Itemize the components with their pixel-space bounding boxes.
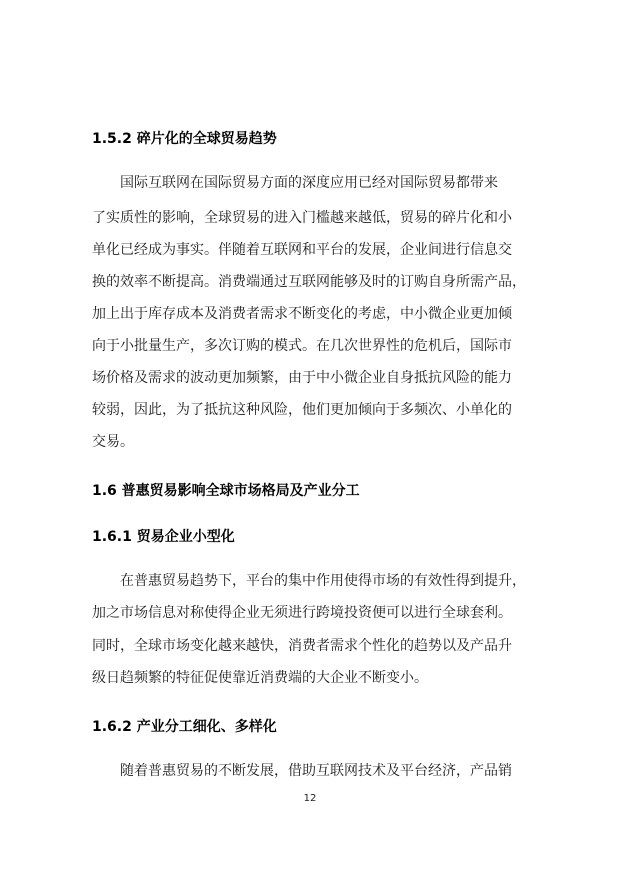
paragraph-line: 国际互联网在国际贸易方面的深度应用已经对国际贸易都带来 <box>120 175 498 191</box>
paragraph-line: 交易。 <box>92 434 134 450</box>
paragraph-line: 了实质性的影响，全球贸易的进入门槛越来越低，贸易的碎片化和小 <box>92 210 512 226</box>
paragraph-line: 同时，全球市场变化越来越快，消费者需求个性化的趋势以及产品升 <box>92 638 512 654</box>
page-number: 12 <box>303 793 317 804</box>
section-heading-1-6-2: 1.6.2 产业分工细化、多样化 <box>92 719 277 735</box>
paragraph-line: 场价格及需求的波动更加频繁，由于中小微企业自身抵抗风险的能力 <box>92 370 512 386</box>
section-heading-1-6: 1.6 普惠贸易影响全球市场格局及产业分工 <box>92 483 360 499</box>
section-heading-1-6-1: 1.6.1 贸易企业小型化 <box>92 529 235 545</box>
paragraph-line: 较弱，因此，为了抵抗这种风险，他们更加倾向于多频次、小单化的 <box>92 402 512 418</box>
section-heading-1-5-2: 1.5.2 碎片化的全球贸易趋势 <box>92 131 277 147</box>
paragraph-line: 向于小批量生产，多次订购的模式。在几次世界性的危机后，国际市 <box>92 338 512 354</box>
paragraph-line: 级日趋频繁的特征促使靠近消费端的大企业不断变小。 <box>92 670 428 686</box>
paragraph-line: 随着普惠贸易的不断发展，借助互联网技术及平台经济，产品销 <box>120 763 512 779</box>
paragraph-line: 在普惠贸易趋势下，平台的集中作用使得市场的有效性得到提升， <box>120 573 526 589</box>
paragraph-line: 单化已经成为事实。伴随着互联网和平台的发展，企业间进行信息交 <box>92 242 512 258</box>
paragraph-line: 加上出于库存成本及消费者需求不断变化的考虑，中小微企业更加倾 <box>92 306 512 322</box>
paragraph-line: 换的效率不断提高。消费端通过互联网能够及时的订购自身所需产品， <box>92 274 526 290</box>
paragraph-line: 加之市场信息对称使得企业无须进行跨境投资便可以进行全球套利。 <box>92 605 512 621</box>
